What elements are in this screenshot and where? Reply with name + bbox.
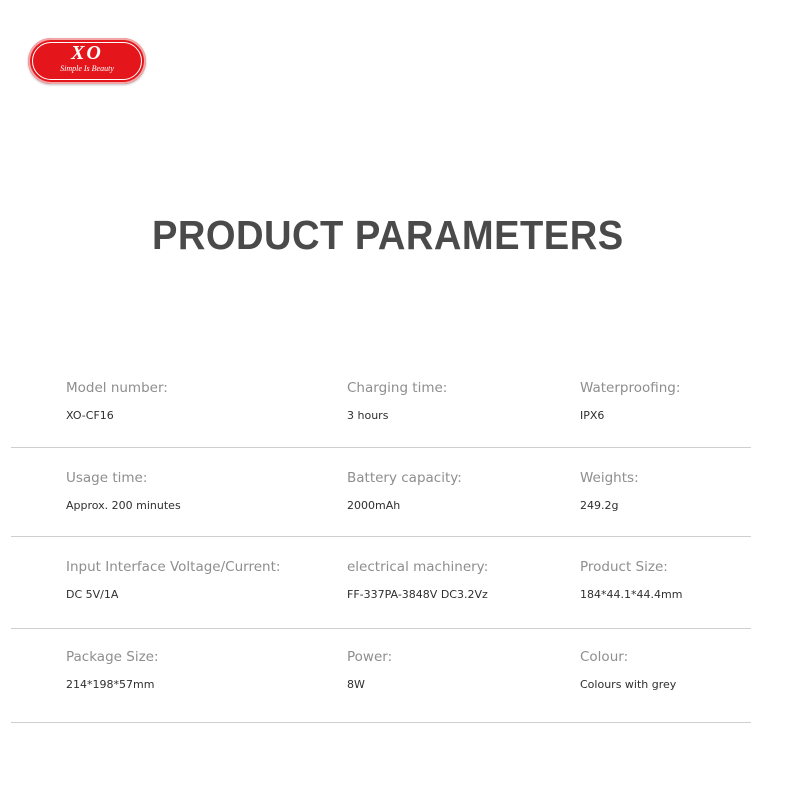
param-label-input-voltage-current: Input Interface Voltage/Current: (66, 559, 281, 575)
param-value-electrical-machinery: FF-337PA-3848V DC3.2Vz (347, 588, 488, 601)
param-value-input-voltage-current: DC 5V/1A (66, 588, 119, 601)
param-value-colour: Colours with grey (580, 678, 677, 691)
param-value-product-size: 184*44.1*44.4mm (580, 588, 683, 601)
param-value-waterproofing: IPX6 (580, 409, 605, 422)
param-value-package-size: 214*198*57mm (66, 678, 155, 691)
brand-logo (28, 38, 146, 84)
param-value-charging-time: 3 hours (347, 409, 389, 422)
param-value-power: 8W (347, 678, 365, 691)
param-label-waterproofing: Waterproofing: (580, 380, 681, 396)
param-label-battery-capacity: Battery capacity: (347, 470, 462, 486)
page-title: PRODUCT PARAMETERS (152, 212, 624, 258)
param-value-usage-time: Approx. 200 minutes (66, 499, 181, 512)
param-value-weights: 249.2g (580, 499, 619, 512)
param-label-charging-time: Charging time: (347, 380, 448, 396)
param-label-electrical-machinery: electrical machinery: (347, 559, 489, 575)
param-label-model-number: Model number: (66, 380, 168, 396)
param-value-model-number: XO-CF16 (66, 409, 114, 422)
row-divider (11, 722, 751, 723)
param-value-battery-capacity: 2000mAh (347, 499, 401, 512)
param-label-product-size: Product Size: (580, 559, 668, 575)
param-label-colour: Colour: (580, 649, 629, 665)
param-label-package-size: Package Size: (66, 649, 159, 665)
row-divider (11, 536, 751, 537)
param-label-usage-time: Usage time: (66, 470, 148, 486)
row-divider (11, 447, 751, 448)
param-label-weights: Weights: (580, 470, 639, 486)
logo-tagline: Simple Is Beauty (60, 64, 114, 73)
param-label-power: Power: (347, 649, 393, 665)
logo-mark: XO (71, 42, 103, 64)
row-divider (11, 628, 751, 629)
